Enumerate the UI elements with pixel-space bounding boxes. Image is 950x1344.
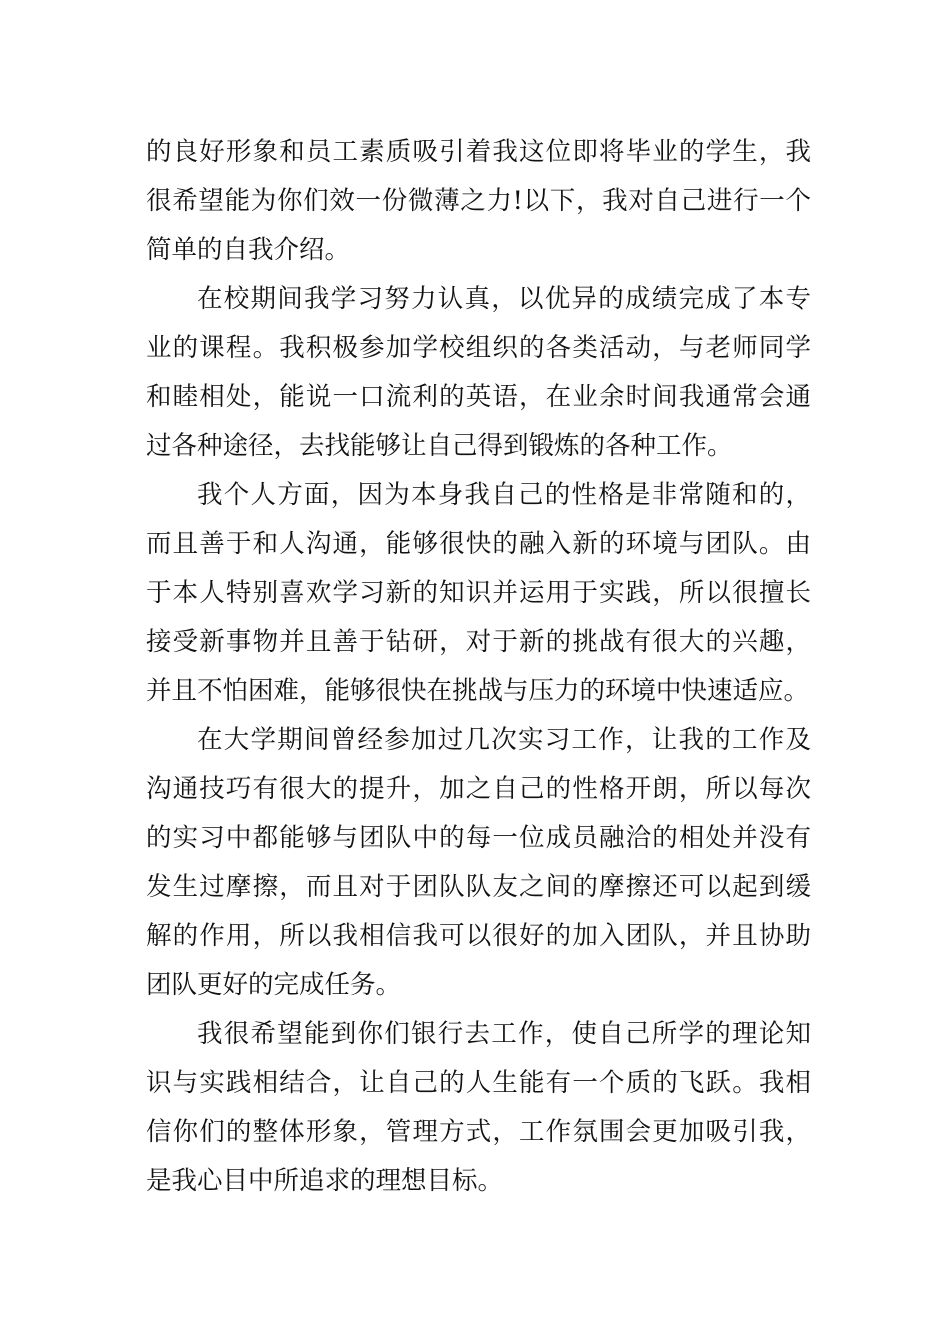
- text-line: 的实习中都能够与团队中的每一位成员融洽的相处并没有: [146, 823, 811, 853]
- paragraph-first-line: 在校期间我学习努力认真，以优异的成绩完成了本专: [197, 284, 811, 314]
- text-line: 的良好形象和员工素质吸引着我这位即将毕业的学生，我: [146, 137, 811, 167]
- text-line: 识与实践相结合，让自己的人生能有一个质的飞跃。我相: [146, 1068, 811, 1098]
- text-line: 很希望能为你们效一份微薄之力!以下，我对自己进行一个: [146, 186, 811, 216]
- text-line: 业的课程。我积极参加学校组织的各类活动，与老师同学: [146, 333, 811, 363]
- text-line: 于本人特别喜欢学习新的知识并运用于实践，所以很擅长: [146, 578, 811, 608]
- text-line: 发生过摩擦，而且对于团队队友之间的摩擦还可以起到缓: [146, 872, 811, 902]
- text-line: 信你们的整体形象，管理方式，工作氛围会更加吸引我，: [146, 1117, 811, 1147]
- text-line: 并且不怕困难，能够很快在挑战与压力的环境中快速适应。: [146, 676, 810, 706]
- paragraph-first-line: 我很希望能到你们银行去工作，使自己所学的理论知: [197, 1019, 811, 1049]
- text-line: 简单的自我介绍。: [146, 235, 351, 265]
- text-line: 过各种途径，去找能够让自己得到锻炼的各种工作。: [146, 431, 733, 461]
- text-line: 解的作用，所以我相信我可以很好的加入团队，并且协助: [146, 921, 811, 951]
- paragraph-first-line: 在大学期间曾经参加过几次实习工作，让我的工作及: [197, 725, 811, 755]
- document-body: [146, 128, 811, 1206]
- text-line: 和睦相处，能说一口流利的英语，在业余时间我通常会通: [146, 382, 811, 412]
- paragraph-first-line: 我个人方面，因为本身我自己的性格是非常随和的，: [197, 480, 811, 510]
- text-line: 而且善于和人沟通，能够很快的融入新的环境与团队。由: [146, 529, 811, 559]
- text-line: 团队更好的完成任务。: [146, 970, 402, 1000]
- text-line: 接受新事物并且善于钻研，对于新的挑战有很大的兴趣，: [146, 627, 811, 657]
- text-line: 沟通技巧有很大的提升，加之自己的性格开朗，所以每次: [146, 774, 811, 804]
- text-line: 是我心目中所追求的理想目标。: [146, 1166, 504, 1196]
